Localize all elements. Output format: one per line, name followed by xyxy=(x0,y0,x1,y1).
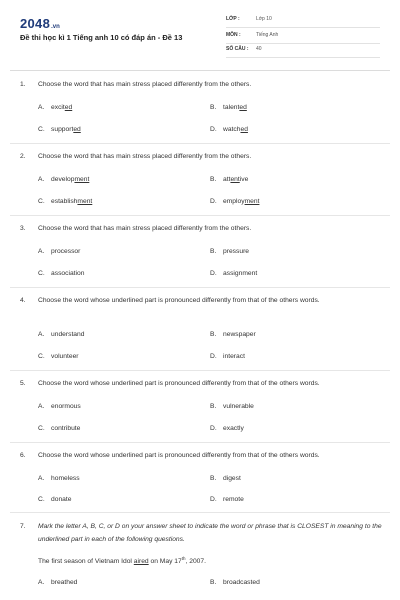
question-separator xyxy=(10,442,390,443)
question-separator xyxy=(10,215,390,216)
question-separator xyxy=(10,143,390,144)
sentence-underlined: aired xyxy=(133,558,149,566)
option-letter: A. xyxy=(38,176,45,183)
question-text: Mark the letter A, B, C, or D on your answer sheet to indicate the word or phrase that is CLOSEST in meaning to the underlined part in each of the following questions. xyxy=(38,523,382,543)
question-number: 5. xyxy=(20,380,26,387)
option-underlined: ed xyxy=(240,126,248,133)
option-letter: D. xyxy=(210,496,217,503)
option-letter: C. xyxy=(38,126,45,133)
option-c[interactable] xyxy=(38,126,81,133)
option-underlined: ment xyxy=(74,176,90,183)
option-c[interactable] xyxy=(38,496,71,503)
option-text: homeless xyxy=(51,475,80,482)
option-underlined: ment xyxy=(77,198,93,205)
option-letter: D. xyxy=(210,270,217,277)
question-number: 3. xyxy=(20,225,26,232)
option-d[interactable] xyxy=(210,353,245,360)
option-letter: C. xyxy=(38,198,45,205)
logo-number: 2048 xyxy=(20,16,51,31)
sentence-superscript: th xyxy=(181,556,186,561)
option-letter: B. xyxy=(210,248,217,255)
meta-count-key: SỐ CÂU : xyxy=(226,46,249,52)
question-separator xyxy=(10,287,390,288)
meta-class-row xyxy=(226,14,380,28)
question-number: 7. xyxy=(20,523,26,530)
option-a[interactable] xyxy=(38,475,80,482)
option-b[interactable] xyxy=(210,248,249,255)
option-letter: A. xyxy=(38,475,45,482)
option-text-rest: ive xyxy=(239,176,249,183)
option-a[interactable] xyxy=(38,104,72,111)
option-c[interactable] xyxy=(38,353,79,360)
logo-domain: .vn xyxy=(51,24,60,30)
document-title: Đề thi học kì 1 Tiếng anh 10 có đáp án - Đề 13 xyxy=(20,33,183,42)
meta-count-value: 40 xyxy=(256,46,262,52)
option-letter: A. xyxy=(38,331,45,338)
option-letter: A. xyxy=(38,403,45,410)
option-a[interactable] xyxy=(38,248,80,255)
header-divider xyxy=(10,70,390,71)
option-b[interactable] xyxy=(210,403,254,410)
option-text: understand xyxy=(51,331,85,338)
meta-count-row xyxy=(226,44,380,58)
question-separator xyxy=(10,370,390,371)
option-underlined: ment xyxy=(244,198,260,205)
option-letter: B. xyxy=(210,176,217,183)
option-text: att xyxy=(223,176,231,183)
option-underlined: ent xyxy=(230,176,240,183)
page-header xyxy=(0,0,400,66)
option-text: exactly xyxy=(223,425,244,432)
sentence-start: The first season of Vietnam Idol xyxy=(38,558,134,566)
option-letter: C. xyxy=(38,270,45,277)
option-text: assignment xyxy=(223,270,258,277)
question-separator xyxy=(10,512,390,513)
question-text: Choose the word whose underlined part is pronounced differently from that of the others words. xyxy=(38,380,320,387)
option-text: association xyxy=(51,270,85,277)
option-letter: C. xyxy=(38,353,45,360)
option-b[interactable] xyxy=(210,104,247,111)
option-text: interact xyxy=(223,353,245,360)
option-a[interactable] xyxy=(38,403,81,410)
option-d[interactable] xyxy=(210,126,248,133)
question-text: Choose the word that has main stress placed differently from the others. xyxy=(38,225,252,232)
option-underlined: ed xyxy=(73,126,81,133)
option-text: excit xyxy=(51,104,65,111)
question-number: 2. xyxy=(20,153,26,160)
meta-subject-key: MÔN : xyxy=(226,32,241,38)
option-text: watch xyxy=(223,126,241,133)
option-text: broadcasted xyxy=(223,579,260,586)
sentence-middle: on May 17 xyxy=(148,558,182,566)
option-d[interactable] xyxy=(210,198,259,205)
option-text: digest xyxy=(223,475,241,482)
option-letter: B. xyxy=(210,331,217,338)
option-text: enormous xyxy=(51,403,81,410)
option-letter: D. xyxy=(210,425,217,432)
sentence-end: , 2007. xyxy=(185,558,206,566)
option-d[interactable] xyxy=(210,270,257,277)
meta-subject-value: Tiếng Anh xyxy=(256,32,279,38)
option-text: pressure xyxy=(223,248,250,255)
meta-class-value: Lớp 10 xyxy=(256,16,272,22)
option-text: vulnerable xyxy=(223,403,254,410)
question-number: 1. xyxy=(20,81,26,88)
option-text: processor xyxy=(51,248,81,255)
question-text: Choose the word that has main stress placed differently from the others. xyxy=(38,153,252,160)
option-letter: A. xyxy=(38,104,45,111)
option-letter: B. xyxy=(210,579,217,586)
question-number: 4. xyxy=(20,297,26,304)
option-text: employ xyxy=(223,198,245,205)
option-text: establish xyxy=(51,198,78,205)
option-text: breathed xyxy=(51,579,78,586)
option-text: contribute xyxy=(51,425,81,432)
option-letter: D. xyxy=(210,353,217,360)
option-b[interactable] xyxy=(210,475,241,482)
option-letter: C. xyxy=(38,496,45,503)
meta-class-key: LỚP : xyxy=(226,16,240,22)
question-sentence xyxy=(38,556,206,565)
question-number: 6. xyxy=(20,452,26,459)
option-c[interactable] xyxy=(38,198,92,205)
option-letter: D. xyxy=(210,126,217,133)
option-a[interactable] xyxy=(38,176,89,183)
option-text: donate xyxy=(51,496,72,503)
option-c[interactable] xyxy=(38,425,80,432)
option-b[interactable] xyxy=(210,579,260,586)
meta-subject-row xyxy=(226,30,380,44)
option-d[interactable] xyxy=(210,425,244,432)
option-letter: B. xyxy=(210,403,217,410)
option-letter: A. xyxy=(38,248,45,255)
option-letter: C. xyxy=(38,425,45,432)
option-a[interactable] xyxy=(38,579,77,586)
option-letter: B. xyxy=(210,475,217,482)
option-c[interactable] xyxy=(38,270,84,277)
question-text: Choose the word whose underlined part is pronounced differently from that of the others words. xyxy=(38,297,320,304)
option-d[interactable] xyxy=(210,496,244,503)
option-b[interactable] xyxy=(210,176,248,183)
option-text: volunteer xyxy=(51,353,79,360)
option-letter: D. xyxy=(210,198,217,205)
site-logo[interactable] xyxy=(20,16,60,31)
option-underlined: ed xyxy=(64,104,73,111)
option-text: newspaper xyxy=(223,331,256,338)
option-underlined: ed xyxy=(239,104,247,111)
option-letter: B. xyxy=(210,104,217,111)
option-text: talent xyxy=(223,104,240,111)
question-text: Choose the word whose underlined part is pronounced differently from that of the others words. xyxy=(38,452,320,459)
option-letter: A. xyxy=(38,579,45,586)
option-text: support xyxy=(51,126,74,133)
question-text: Choose the word that has main stress placed differently from the others. xyxy=(38,81,252,88)
option-text: develop xyxy=(51,176,75,183)
option-text: remote xyxy=(223,496,244,503)
option-a[interactable] xyxy=(38,331,84,338)
option-b[interactable] xyxy=(210,331,256,338)
